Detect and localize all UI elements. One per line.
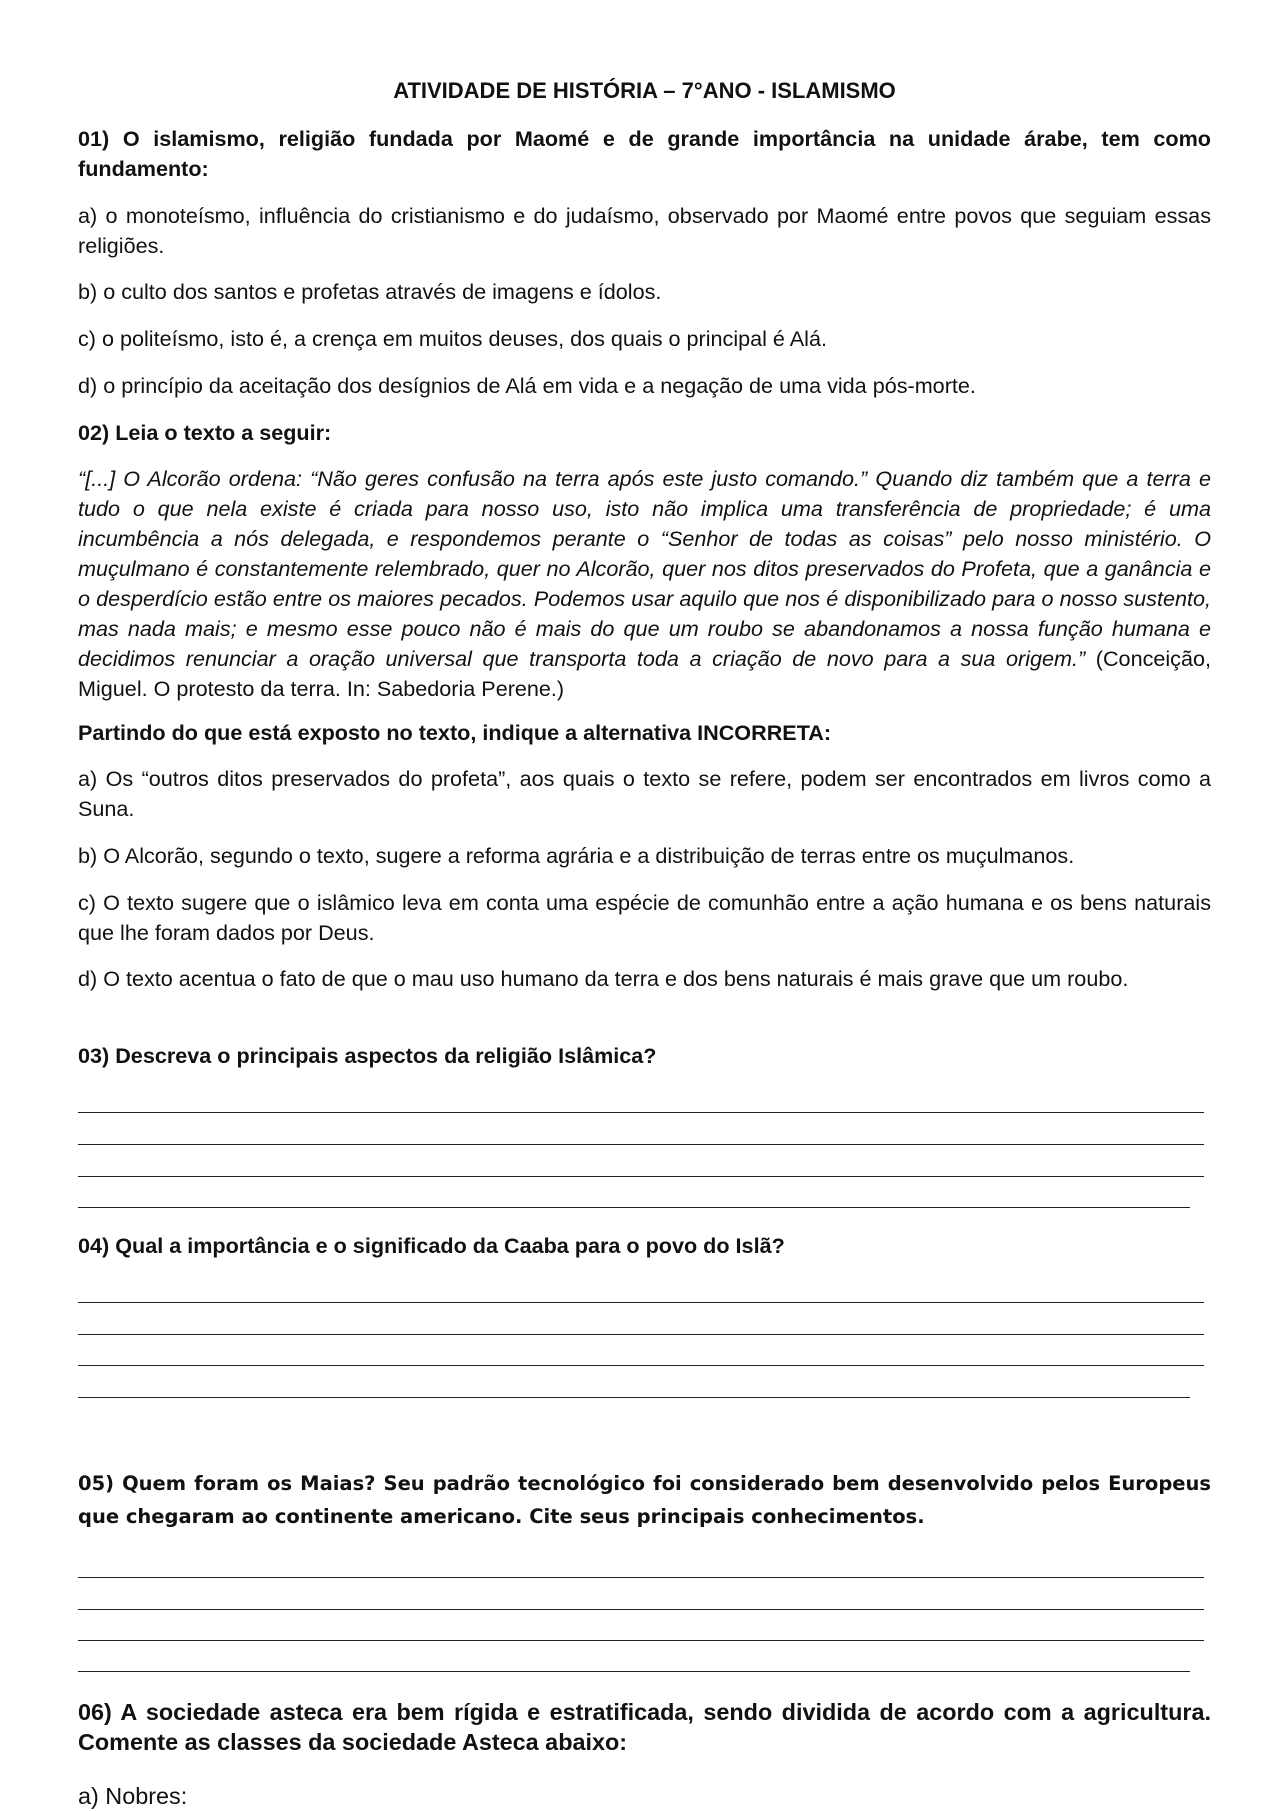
q2-question: 02) Leia o texto a seguir: [78,420,332,445]
q3-answer-line-1[interactable] [78,1112,1204,1113]
q4-answer-line-1[interactable] [78,1302,1204,1303]
q5-answer-line-1[interactable] [78,1577,1204,1578]
q5-answer-line-4[interactable] [78,1671,1190,1672]
q2-option-c: c) O texto sugere que o islâmico leva em conta uma espécie de comunhão entre a ação humana e os bens naturais que lhe foram dados por Deus. [78,890,1211,945]
page-title: ATIVIDADE DE HISTÓRIA – 7°ANO - ISLAMISMO [393,78,896,103]
q3-answer-line-4[interactable] [78,1207,1190,1208]
q3-answer-line-3[interactable] [78,1176,1204,1177]
q2-prompt: Partindo do que está exposto no texto, indique a alternativa INCORRETA: [78,720,832,745]
q2-option-d: d) O texto acentua o fato de que o mau uso humano da terra e dos bens naturais é mais grave que um roubo. [78,966,1129,991]
q6-option-a: a) Nobres: [78,1783,188,1809]
q1-question: 01) O islamismo, religião fundada por Maomé e de grande importância na unidade árabe, tem como fundamento: [78,126,1211,181]
q4-answer-line-4[interactable] [78,1397,1190,1398]
q1-option-c: c) o politeísmo, isto é, a crença em muitos deuses, dos quais o principal é Alá. [78,326,827,351]
q1-option-b: b) o culto dos santos e profetas através de imagens e ídolos. [78,279,662,304]
q5-answer-line-2[interactable] [78,1609,1204,1610]
q3-question: 03) Descreva o principais aspectos da religião Islâmica? [78,1043,657,1068]
q5-question: 05) Quem foram os Maias? Seu padrão tecnológico foi considerado bem desenvolvido pelos Europeus que chegaram ao continente americano. Cite seus principais conhecimentos. [78,1472,1211,1528]
q4-answer-line-2[interactable] [78,1334,1204,1335]
q6-question: 06) A sociedade asteca era bem rígida e estratificada, sendo dividida de acordo com a agricultura. Comente as classes da sociedade Asteca abaixo: [78,1699,1211,1755]
q4-answer-line-3[interactable] [78,1365,1204,1366]
q5-answer-line-3[interactable] [78,1640,1204,1641]
q3-answer-line-2[interactable] [78,1144,1204,1145]
q2-option-b: b) O Alcorão, segundo o texto, sugere a reforma agrária e a distribuição de terras entre os muçulmanos. [78,843,1075,868]
q2-citation: (Conceição, Miguel. O protesto da terra. In: Sabedoria Perene.) [78,646,1211,701]
q4-question: 04) Qual a importância e o significado da Caaba para o povo do Islã? [78,1233,785,1258]
q1-option-a: a) o monoteísmo, influência do cristianismo e do judaísmo, observado por Maomé entre povos que seguiam essas religiões. [78,203,1211,258]
q2-option-a: a) Os “outros ditos preservados do profeta”, aos quais o texto se refere, podem ser encontrados em livros como a Suna. [78,766,1211,821]
q1-option-d: d) o princípio da aceitação dos desígnios de Alá em vida e a negação de uma vida pós-morte. [78,373,976,398]
q2-quote: “[...] O Alcorão ordena: “Não geres confusão na terra após este justo comando.” Quando diz também que a terra e tudo o que nela existe é criada para nosso uso, isto não implica uma transferência de propriedade; é uma incumbência a nós delegada, e respondemos perante o “Senhor de todas as coisas” pelo nosso ministério. O muçulmano é constantemente relembrado, quer no Alcorão, quer nos ditos preservados do Profeta, que a ganância e o desperdício estão entre os maiores pecados. Podemos usar aquilo que nos é disponibilizado para o nosso sustento, mas nada mais; e mesmo esse pouco não é mais do que um roubo se abandonamos a nossa função humana e decidimos renunciar a oração universal que transporta toda a criação de novo para a sua origem.” [78,466,1211,671]
q2-quote-block [78,464,1211,704]
